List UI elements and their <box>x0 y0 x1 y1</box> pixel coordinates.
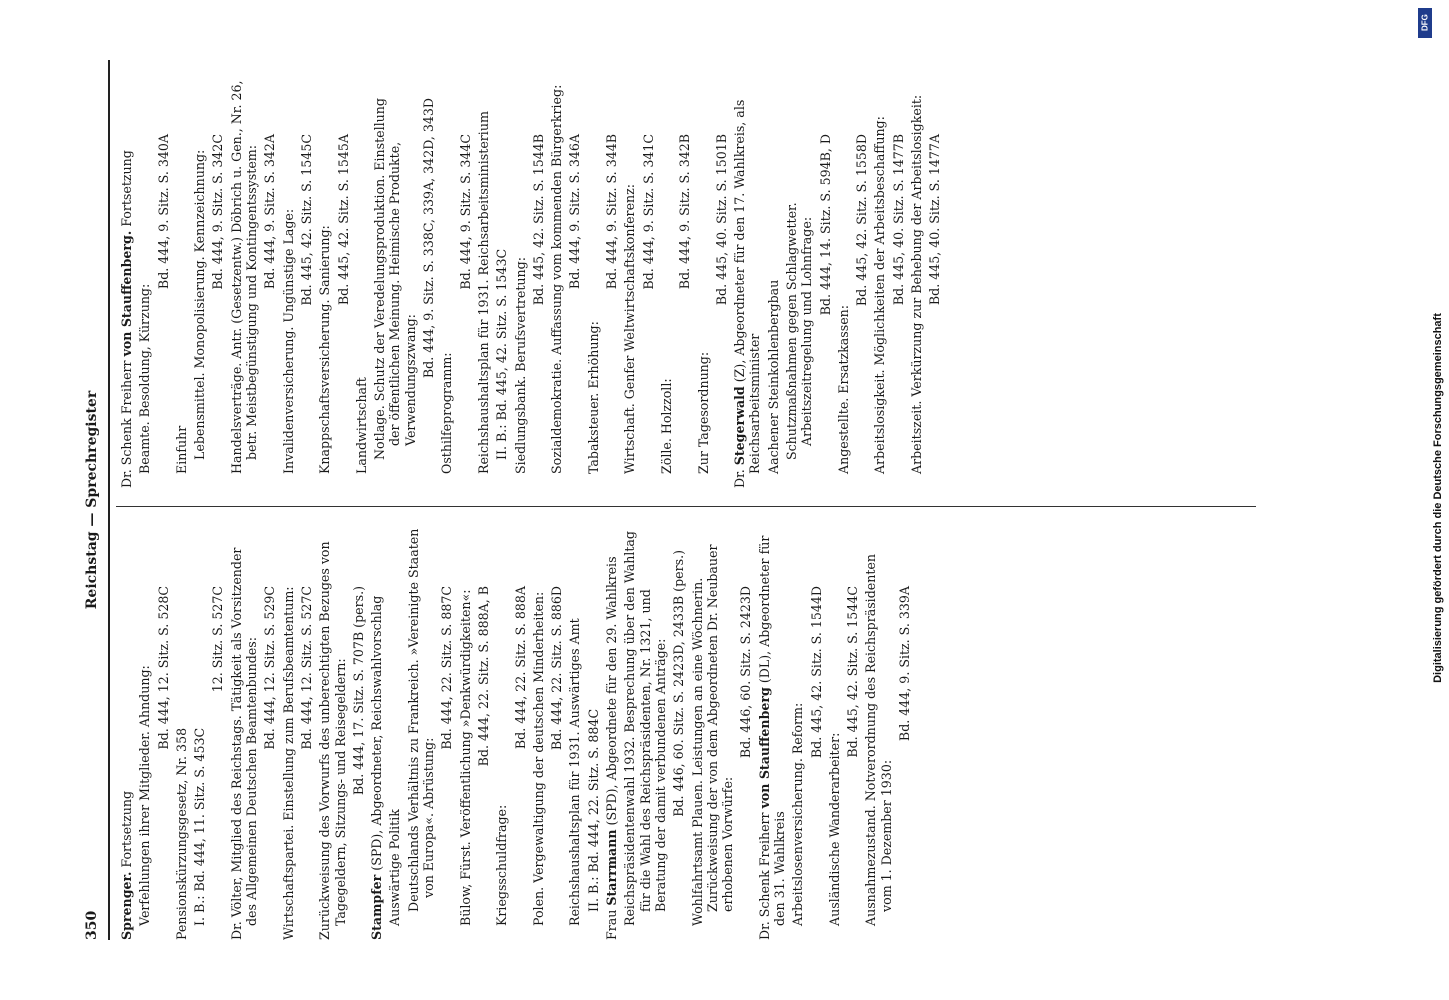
entry-text: Bd. 444, 9. Sitz. S. 342B <box>677 134 693 290</box>
header-rule <box>108 60 110 940</box>
entry-text: Bülow, Fürst. Veröffentlichung »Denkwürdigkeiten«: <box>457 589 473 926</box>
index-entry <box>531 74 546 488</box>
index-entry <box>336 74 351 488</box>
index-entry <box>406 526 437 940</box>
index-entry <box>827 526 842 940</box>
entry-text: Bd. 445, 42. Sitz. S. 1545A <box>335 134 351 306</box>
index-entry <box>513 526 528 940</box>
entry-text: Aachener Steinkohlenbergbau <box>765 279 781 474</box>
index-entry <box>458 74 473 488</box>
index-entry <box>369 526 384 940</box>
index-entry <box>439 526 454 940</box>
index-entry <box>738 526 753 940</box>
dfg-logo: DFG <box>1418 8 1432 38</box>
entry-text: Bd. 444, 12. Sitz. S. 529C <box>262 586 278 750</box>
entry-text: Bd. 445, 42. Sitz. S. 1544B <box>530 134 546 306</box>
index-entry <box>696 74 711 488</box>
entry-text: Zölle. Holzzoll: <box>658 378 674 474</box>
speaker-name: von Stauffenberg <box>756 687 772 809</box>
entry-text: (SPD), Abgeordneter, Reichswahlvorschlag <box>369 595 385 875</box>
entry-text: Notlage. Schutz der Veredelungsproduktion. Einstellung der öffentlichen Meinung. Heimische Produkte, Verwendungszwang: <box>372 98 418 460</box>
index-entry <box>439 74 454 488</box>
index-entry <box>281 526 296 940</box>
column-divider <box>116 506 1256 507</box>
entry-text: Invalidenversicherung. Ungünstige Lage: <box>280 208 296 474</box>
index-entry <box>210 526 225 940</box>
index-entry <box>641 74 656 488</box>
index-entry <box>119 74 134 488</box>
index-entry <box>317 526 348 940</box>
entry-text: Bd. 444, 22. Sitz. S. 888A, B <box>475 586 491 767</box>
entry-text: Sozialdemokratie. Auffassung vom kommenden Bürgerkrieg: <box>549 84 565 474</box>
entry-text: Dr. <box>732 465 748 488</box>
entry-text: Bd. 446, 60. Sitz. S. 2423D, 2433B (pers.) <box>671 550 687 817</box>
entry-text: Kriegsschuldfrage: <box>494 804 510 926</box>
index-entry <box>659 74 674 488</box>
index-entry <box>137 74 152 488</box>
entry-text: Dr. Schenk Freiherr <box>756 808 772 940</box>
index-entry <box>622 74 637 488</box>
index-entry <box>677 74 692 488</box>
speaker-name: Stegerwald <box>732 386 748 466</box>
index-entry <box>421 74 436 488</box>
index-entry <box>671 526 686 940</box>
index-entry <box>567 526 582 940</box>
index-entry <box>549 74 564 488</box>
entry-text: I. B.: Bd. 444, 11. Sitz. S. 453C <box>192 727 208 926</box>
entry-text: Bd. 445, 40. Sitz. S. 1477B <box>890 134 906 306</box>
index-entry <box>897 526 912 940</box>
index-entry <box>690 526 736 940</box>
entry-text: Bd. 444, 22. Sitz. S. 887C <box>439 586 455 750</box>
speaker-name: Starrmann <box>604 829 620 906</box>
entry-text: Lebensmittel. Monopolisierung. Kennzeichnung: <box>192 149 208 460</box>
index-entry <box>757 526 788 940</box>
entry-text: II. B.: Bd. 445, 42. Sitz. S. 1543C <box>494 248 510 460</box>
index-entry <box>586 74 601 488</box>
entry-text: Bd. 445, 42. Sitz. S. 1544C <box>845 586 861 758</box>
entry-text: Polen. Vergewaltigung der deutschen Minderheiten: <box>530 591 546 926</box>
index-entry <box>549 526 564 940</box>
entry-text: Frau <box>604 905 620 940</box>
entry-text: Zurückweisung des Vorwurfs des unberechtigten Bezuges von Tagegeldern, Sitzungs- und Reisegeldern: <box>317 541 348 940</box>
entry-text: Wirtschaftspartei. Einstellung zum Berufsbeamtentum: <box>280 586 296 940</box>
entry-text: Angestellte. Ersatzkassen: <box>835 304 851 474</box>
index-entry <box>531 526 546 940</box>
entry-text: Siedlungsbank. Berufsvertretung: <box>512 257 528 474</box>
index-entry <box>872 74 887 488</box>
index-entry <box>604 526 619 940</box>
entry-text: Bd. 444, 9. Sitz. S. 341C <box>640 134 656 290</box>
index-entry <box>604 74 619 488</box>
page-number: 350 <box>84 910 100 940</box>
index-entry <box>845 526 860 940</box>
entry-text: Bd. 444, 9. Sitz. S. 344B <box>604 134 620 290</box>
entry-text: Wirtschaft. Genfer Weltwirtschaftskonferenz: <box>622 183 638 474</box>
index-entry <box>262 526 277 940</box>
entry-text: Zur Tagesordnung: <box>695 351 711 474</box>
side-note <box>1405 8 1444 988</box>
index-entry <box>262 74 277 488</box>
index-entry <box>317 74 332 488</box>
entry-text: Bd. 445, 42. Sitz. S. 1544D <box>808 586 824 759</box>
entry-text: II. B.: Bd. 444, 22. Sitz. S. 884C <box>585 708 601 912</box>
index-entry <box>156 526 171 940</box>
speaker-name: Stampfer <box>369 874 385 940</box>
index-entry <box>281 74 296 488</box>
entry-text: Tabaksteuer. Erhöhung: <box>585 321 601 474</box>
entry-text: Bd. 444, 22. Sitz. S. 886D <box>549 586 565 751</box>
entry-text: Reichshaushaltsplan für 1931. Reichsarbeitsministerium <box>475 111 491 474</box>
entry-text: Bd. 444, 12. Sitz. S. 528C <box>155 586 171 750</box>
entry-text: Schutzmaßnahmen gegen Schlagwetter. Arbeitszeitregelung und Lohnfrage: <box>783 202 815 460</box>
index-entry <box>192 74 207 488</box>
entry-text: Bd. 445, 40. Sitz. S. 1477A <box>927 134 943 306</box>
index-entry <box>809 526 824 940</box>
entry-text: Bd. 444, 12. Sitz. S. 527C <box>298 586 314 750</box>
entry-text: Bd. 444, 9. Sitz. S. 338C, 339A, 342D, 343D <box>421 98 437 379</box>
index-entry <box>387 526 402 940</box>
entry-text: Bd. 444, 17. Sitz. S. 707B (pers.) <box>350 586 366 796</box>
entry-text: Wohlfahrtsamt Plauen. Leistungen an eine Wöchnerin. Zurückweisung der von dem Abgeordneten Dr. Neubauer erhobenen Vorwürfe: <box>689 544 736 926</box>
entry-text: Fortsetzung <box>119 790 134 872</box>
entry-text: Bd. 444, 9. Sitz. S. 344C <box>457 134 473 290</box>
entry-text: Dr. Schenk Freiherr <box>119 356 134 488</box>
index-entry <box>229 74 260 488</box>
rotated-page <box>80 60 1340 940</box>
index-entry <box>137 526 152 940</box>
index-entry <box>156 74 171 488</box>
entry-text: Ausnahmezustand. Notverordnung des Reichspräsidenten vom 1. Dezember 1930: <box>863 554 894 926</box>
entry-text: Bd. 444, 9. Sitz. S. 342C <box>210 134 226 290</box>
entry-text: (SPD), Abgeordnete für den 29. Wahlkreis <box>604 556 620 830</box>
entry-text: (DL), Abgeordneter für den 31. Wahlkreis <box>756 535 787 926</box>
entry-text: Einfuhr <box>173 425 189 474</box>
index-entry <box>863 526 894 940</box>
index-entry <box>354 74 369 488</box>
entry-text: Reichshaushaltsplan für 1931. Auswärtiges Amt <box>567 618 583 926</box>
index-entry <box>372 74 418 488</box>
index-entry <box>119 526 134 940</box>
entry-text: Auswärtige Politik <box>387 809 403 926</box>
entry-text: (Z), Abgeordneter für den 17. Wahlkreis, als Reichsarbeitsminister <box>732 99 763 474</box>
entry-text: 12. Sitz. S. 527C <box>210 586 226 693</box>
entry-text: Beamte. Besoldung, Kürzung: <box>137 283 153 474</box>
entry-text: Landwirtschaft <box>353 377 369 474</box>
index-entry <box>458 526 473 940</box>
index-entry <box>567 74 582 488</box>
index-entry <box>174 74 189 488</box>
entry-text: Bd. 445, 42. Sitz. S. 1545C <box>298 134 314 306</box>
index-entry <box>818 74 833 488</box>
index-entry <box>299 74 314 488</box>
entry-text: Arbeitszeit. Verkürzung zur Behebung der Arbeitslosigkeit: <box>909 94 925 474</box>
index-entry <box>854 74 869 488</box>
entry-text: Bd. 445, 40. Sitz. S. 1501B <box>713 134 729 306</box>
entry-text: Bd. 444, 14. Sitz. S. 594B, D <box>817 134 833 316</box>
page-title: Reichstag — Sprechregister <box>84 390 100 610</box>
right-column <box>116 74 1316 488</box>
entry-text: Ausländische Wanderarbeiter: <box>826 732 842 926</box>
entry-text: Bd. 444, 9. Sitz. S. 342A <box>262 134 278 290</box>
index-entry <box>766 74 781 488</box>
entry-text: Bd. 446, 60. Sitz. S. 2423D <box>738 586 754 759</box>
index-entry <box>494 74 509 488</box>
index-entry <box>351 526 366 940</box>
index-entry <box>192 526 207 940</box>
index-entry <box>513 74 528 488</box>
entry-text: Verfehlungen ihrer Mitglieder. Ahndung: <box>137 665 153 926</box>
index-entry <box>586 526 601 940</box>
index-entry <box>836 74 851 488</box>
entry-text: Bd. 444, 9. Sitz. S. 346A <box>567 134 583 290</box>
index-entry <box>476 74 491 488</box>
index-entry <box>210 74 225 488</box>
entry-text: Bd. 444, 9. Sitz. S. 339A <box>897 586 913 742</box>
index-entry <box>909 74 924 488</box>
speaker-name: von Stauffenberg. <box>119 230 134 357</box>
entry-text: Arbeitslosenversicherung. Reform: <box>790 702 806 926</box>
index-entry <box>891 74 906 488</box>
index-entry <box>927 74 942 488</box>
entry-text: Dr. Völter, Mitglied des Reichstags. Tätigkeit als Vorsitzender des Allgemeinen Deutschen Beamtenbundes: <box>228 547 260 940</box>
entry-text: Bd. 444, 9. Sitz. S. 340A <box>155 134 171 290</box>
entry-text: Pensionskürzungsgesetz, Nr. 358 <box>173 727 189 940</box>
page-header <box>80 60 110 940</box>
index-entry <box>732 74 763 488</box>
entry-text: Handelsverträge. Antr. (Gesetzentw.) Döbrich u. Gen., Nr. 26, betr. Meistbegünstigung und Kontingentssystem: <box>228 80 260 474</box>
entry-text: Reichspräsidentenwahl 1932. Besprechung über den Wahltag für die Wahl des Reichspräsidenten, Nr. 1321, und Beratung der damit verbundenen Anträge: <box>622 531 668 926</box>
index-entry <box>622 526 668 940</box>
index-entry <box>784 74 815 488</box>
speaker-name: Sprenger. <box>119 871 134 940</box>
entry-text: Arbeitslosigkeit. Möglichkeiten der Arbeitsbeschaffung: <box>872 116 888 474</box>
index-entry <box>790 526 805 940</box>
index-entry <box>174 526 189 940</box>
index-entry <box>476 526 491 940</box>
index-entry <box>494 526 509 940</box>
entry-text: Deutschlands Verhältnis zu Frankreich. »Vereinigte Staaten von Europa«. Abrüstung: <box>405 528 437 912</box>
index-entry <box>299 526 314 940</box>
entry-text: Bd. 444, 22. Sitz. S. 888A <box>512 586 528 750</box>
entry-text: Osthilfeprogramm: <box>439 352 455 474</box>
entry-text: Knappschaftsversicherung. Sanierung: <box>317 225 333 474</box>
entry-text: Bd. 445, 42. Sitz. S. 1558D <box>854 134 870 307</box>
entry-text: Fortsetzung <box>119 150 134 231</box>
index-entry <box>714 74 729 488</box>
index-entry <box>229 526 260 940</box>
side-note-text: Digitalisierung gefördert durch die Deutsche Forschungsgemeinschaft <box>1432 313 1444 683</box>
left-column <box>116 526 1316 940</box>
